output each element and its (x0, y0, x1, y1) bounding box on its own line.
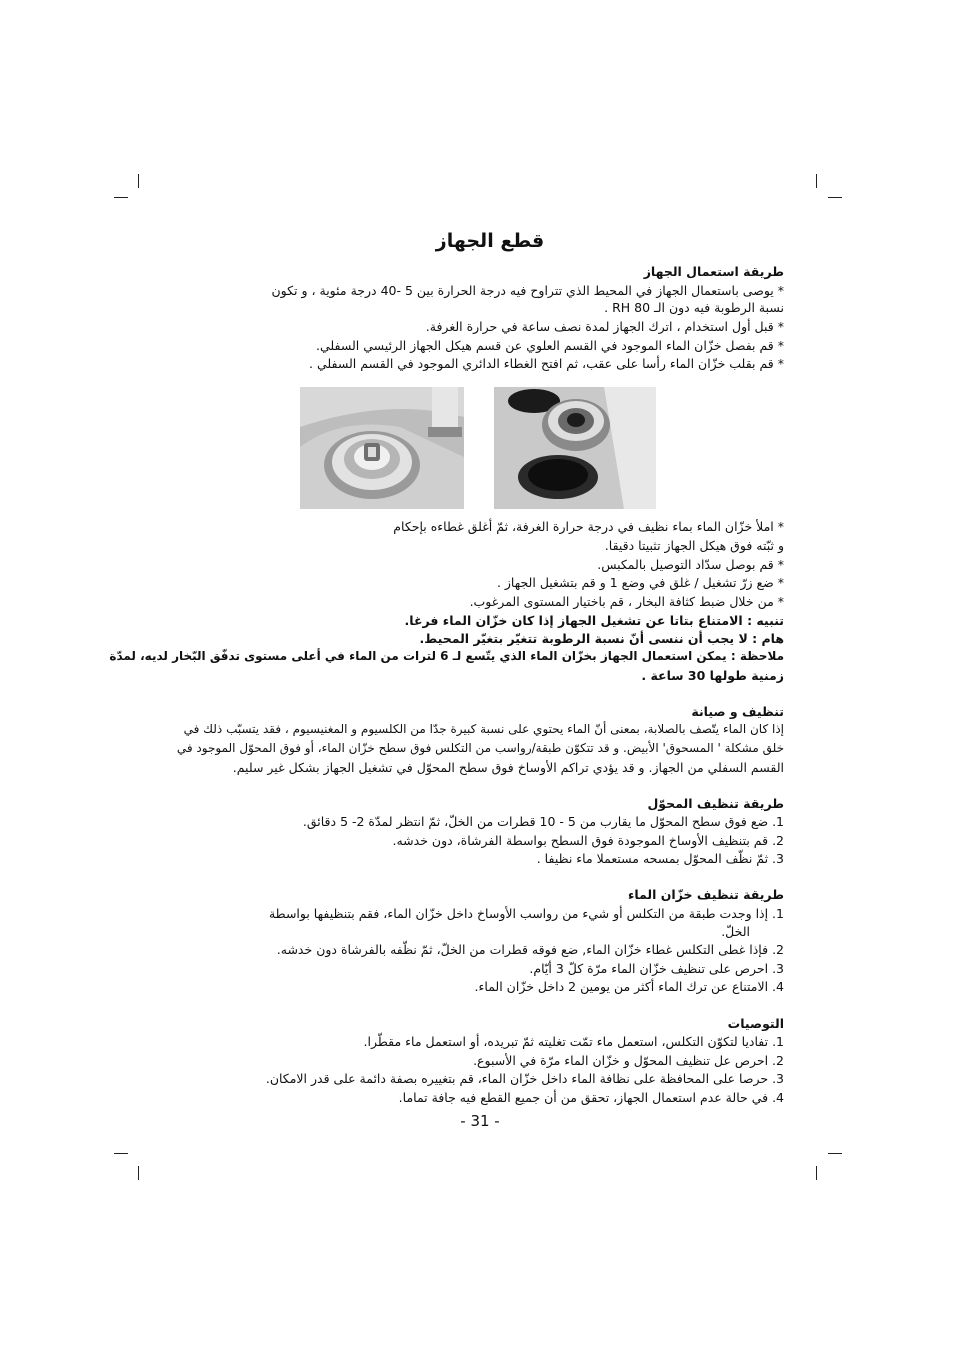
tank-heading: طريقة تنظيف خزّان الماء (627, 887, 784, 902)
transducer-item: 1. ضع فوق سطح المحوّل ما يقارب من 5 - 10 قطرات من الخلّ، ثمّ انتظر لمدّة 2- 5 دقائق. (302, 814, 784, 829)
crop-mark (138, 1166, 139, 1180)
photo-open-tank (494, 387, 656, 509)
usage-line: نسبة الرطوبة فيه دون الـ 80 RH . (604, 300, 784, 315)
tank-item: 2. فإذا غطى التكلس غطاء خزّان الماء, ضع فوقه قطرات من الخلّ، ثمّ نظّفه بالفرشاة دون خدشه. (276, 942, 784, 957)
recommendation-item: 4. في حالة عدم استعمال الجهاز، تحقق من أن جميع القطع فيه جافة تماما. (398, 1090, 784, 1105)
tank-item: 4. الامتناع عن ترك الماء أكثر من يومين 2 داخل خزّان الماء. (474, 979, 784, 994)
important-text: هام : لا يجب أن ننسى أنّ نسبة الرطوبة تتغيّر بتغيّر المحيط. (419, 631, 784, 646)
cleaning-heading: تنظيف و صيانة (691, 704, 784, 719)
usage-line: * قبل أول استخدام ، اترك الجهاز لمدة نصف ساعة في حرارة الغرفة. (425, 319, 784, 334)
tank-item: الخلّ. (721, 924, 750, 939)
usage-line: * قم بقلب خزّان الماء رأسا على عقب، ثم افتح الغطاء الدائري الموجود في القسم السفلي . (309, 356, 784, 371)
transducer-heading: طريقة تنظيف المحوّل (647, 796, 784, 811)
recommendation-item: 3. حرصا على المحافظة على نظافة الماء داخل خزّان الماء، قم بتغييره بصفة دائمة على قدر الامكان. (265, 1071, 784, 1086)
crop-mark (114, 197, 128, 198)
note-text: ملاحظة : يمكن استعمال الجهاز بخزّان الماء الذي يتّسع لـ 6 لترات من الماء في أعلى مستوى تدفّق البّخار لديه، لمدّة (109, 649, 784, 663)
usage-step: و ثبّته فوق هيكل الجهاز تثبيتا دقيقا. (604, 538, 784, 553)
recommendations-heading: التوصيات (727, 1016, 784, 1031)
transducer-item: 3. ثمّ نظّف المحوّل بمسحه مستعملا ماء نظيفا . (536, 851, 784, 866)
page-number: - 31 - (460, 1112, 500, 1130)
usage-heading: طريقة استعمال الجهاز (643, 264, 784, 279)
crop-mark (114, 1153, 128, 1154)
usage-step: * ضع زرّ تشغيل / غلق في وضع 1 و قم بتشغيل الجهاز . (496, 575, 784, 590)
tank-item: 1. إذا وجدت طبقة من التكلس أو شيء من رواسب الأوساخ داخل خزّان الماء، فقم بتنظيفها بواسطة (268, 906, 784, 921)
usage-step: * املأ خزّان الماء بماء نظيف في درجة حرارة الغرفة، ثمّ أغلق غطاءه بإحكام (393, 519, 784, 534)
cleaning-line: إذا كان الماء يتّصف بالصلابة، بمعنى أنّ الماء يحتوي على نسبة كبيرة جدّا من الكلسيوم و المغنيسيوم ، فقد يتسبّب ذلك في (183, 722, 784, 736)
cleaning-line: خلق مشكلة ' المسحوق' الأبيض. و قد تتكوّن طبقة/رواسب من التكلس فوق سطح خزّان الماء، أو فوق المحوّل الموجود في (176, 741, 784, 755)
usage-line: * يوصى باستعمال الجهاز في المحيط الذي تتراوح فيه درجة الحرارة بين 5 -40 درجة مئوية ، و تكون (271, 283, 784, 298)
transducer-item: 2. قم بتنظيف الأوساخ الموجودة فوق السطح بواسطة الفرشاة، دون خدشه. (392, 833, 784, 848)
usage-step: * قم بوصل سدّاد التوصيل بالمكبس. (597, 557, 784, 572)
page-title: قطع الجهاز (435, 230, 545, 252)
warning-text: تنبيه : الامتناع بتاتا عن تشغيل الجهاز إذا كان خزّان الماء فرغا. (404, 613, 784, 628)
cleaning-line: القسم السفلي من الجهاز. و قد يؤدي تراكم الأوساخ فوق سطح المحوّل في تشغيل الجهاز بشكل غير سليم. (232, 760, 784, 775)
crop-mark (828, 1153, 842, 1154)
photo-tank-cap (300, 387, 464, 509)
tank-item: 3. احرص على تنظيف خزّان الماء مرّة كلّ 3 أيّام. (529, 961, 784, 976)
recommendation-item: 1. تفاديا لتكوّن التكلس، استعمل ماء تمّت تغليته ثمّ تبريده، أو استعمل ماء مقطّرا. (363, 1034, 784, 1049)
usage-line: * قم بفصل خزّان الماء الموجود في القسم العلوي عن قسم هيكل الجهاز الرئيسي السفلي. (315, 338, 784, 353)
note-text: زمنية طولها 30 ساعة . (641, 668, 784, 683)
usage-step: * من خلال ضبط كثافة البخار ، قم باختيار المستوى المرغوب. (469, 594, 784, 609)
recommendation-item: 2. احرص عل تنظيف المحوّل و خزّان الماء مرّة في الأسبوع. (473, 1053, 784, 1068)
crop-mark (828, 197, 842, 198)
crop-mark (138, 174, 139, 188)
crop-mark (816, 174, 817, 188)
crop-mark (816, 1166, 817, 1180)
